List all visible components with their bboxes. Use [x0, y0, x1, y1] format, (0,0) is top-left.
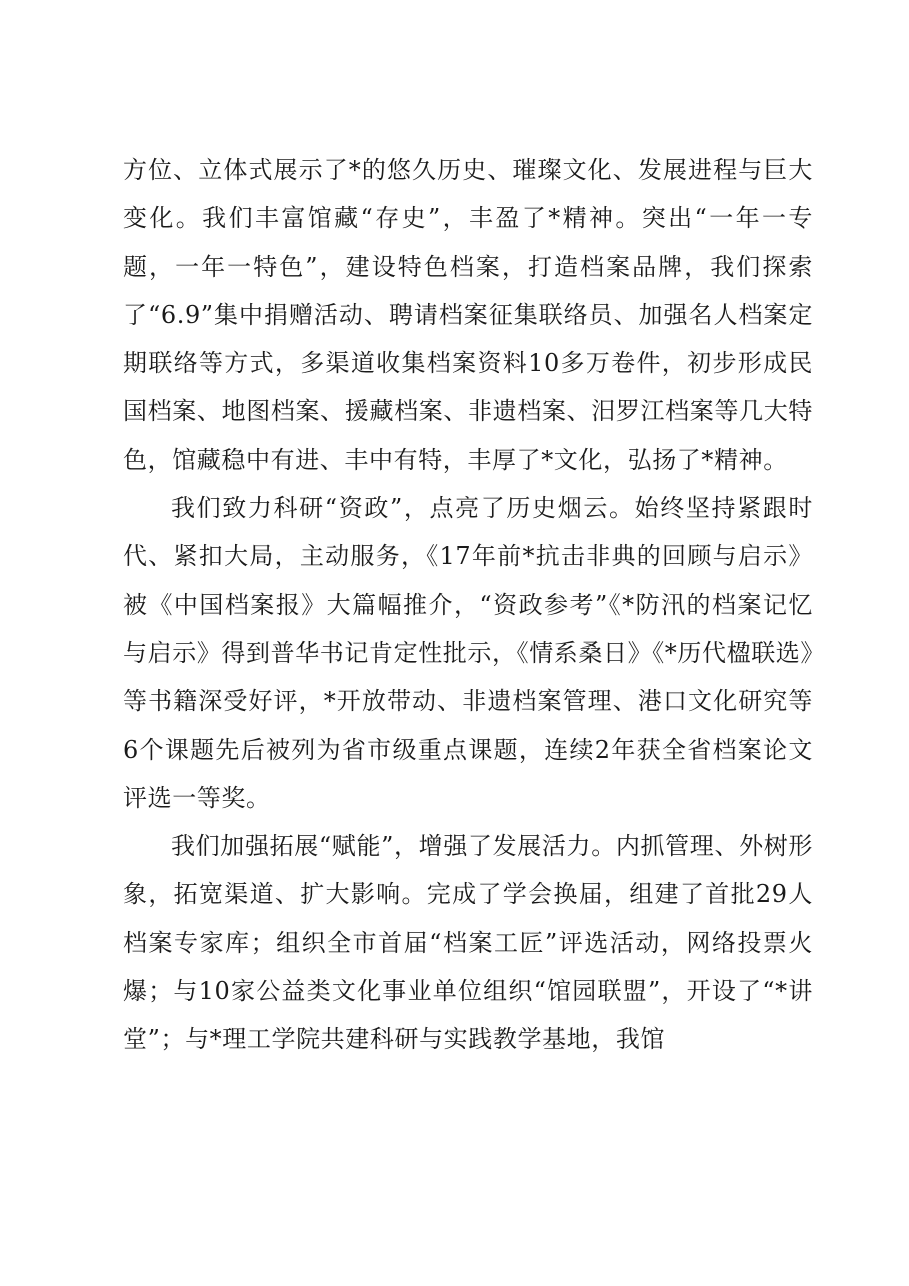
- paragraph-expansion: 我们加强拓展“赋能”，增强了发展活力。内抓管理、外树形象，拓宽渠道、扩大影响。完成了学会换届，组建了首批29人档案专家库；组织全市首届“档案工匠”评选活动，网络投票火爆；与10家公益类文化事业单位组织“馆园联盟”，开设了“*讲堂”；与*理工学院共建科研与实践教学基地，我馆: [123, 832, 813, 1054]
- paragraph-research: 我们致力科研“资政”，点亮了历史烟云。始终坚持紧跟时代、紧扣大局，主动服务，《17年前*抗击非典的回顾与启示》被《中国档案报》大篇幅推介，“资政参考”《*防汛的档案记忆与启示》得到普华书记肯定性批示，《情系桑日》《*历代楹联选》等书籍深受好评，*开放带动、非遗档案管理、港口文化研究等6个课题先后被列为省市级重点课题，连续2年获全省档案论文评选一等奖。: [123, 494, 813, 812]
- paragraph-continued: 方位、立体式展示了*的悠久历史、璀璨文化、发展进程与巨大变化。我们丰富馆藏“存史”，丰盈了*精神。突出“一年一专题，一年一特色”，建设特色档案，打造档案品牌，我们探索了“6.9”集中捐赠活动、聘请档案征集联络员、加强名人档案定期联络等方式，多渠道收集档案资料10多万卷件，初步形成民国档案、地图档案、援藏档案、非遗档案、汨罗江档案等几大特色，馆藏稳中有进、丰中有特，丰厚了*文化，弘扬了*精神。: [123, 156, 813, 474]
- document-body: [123, 146, 813, 1064]
